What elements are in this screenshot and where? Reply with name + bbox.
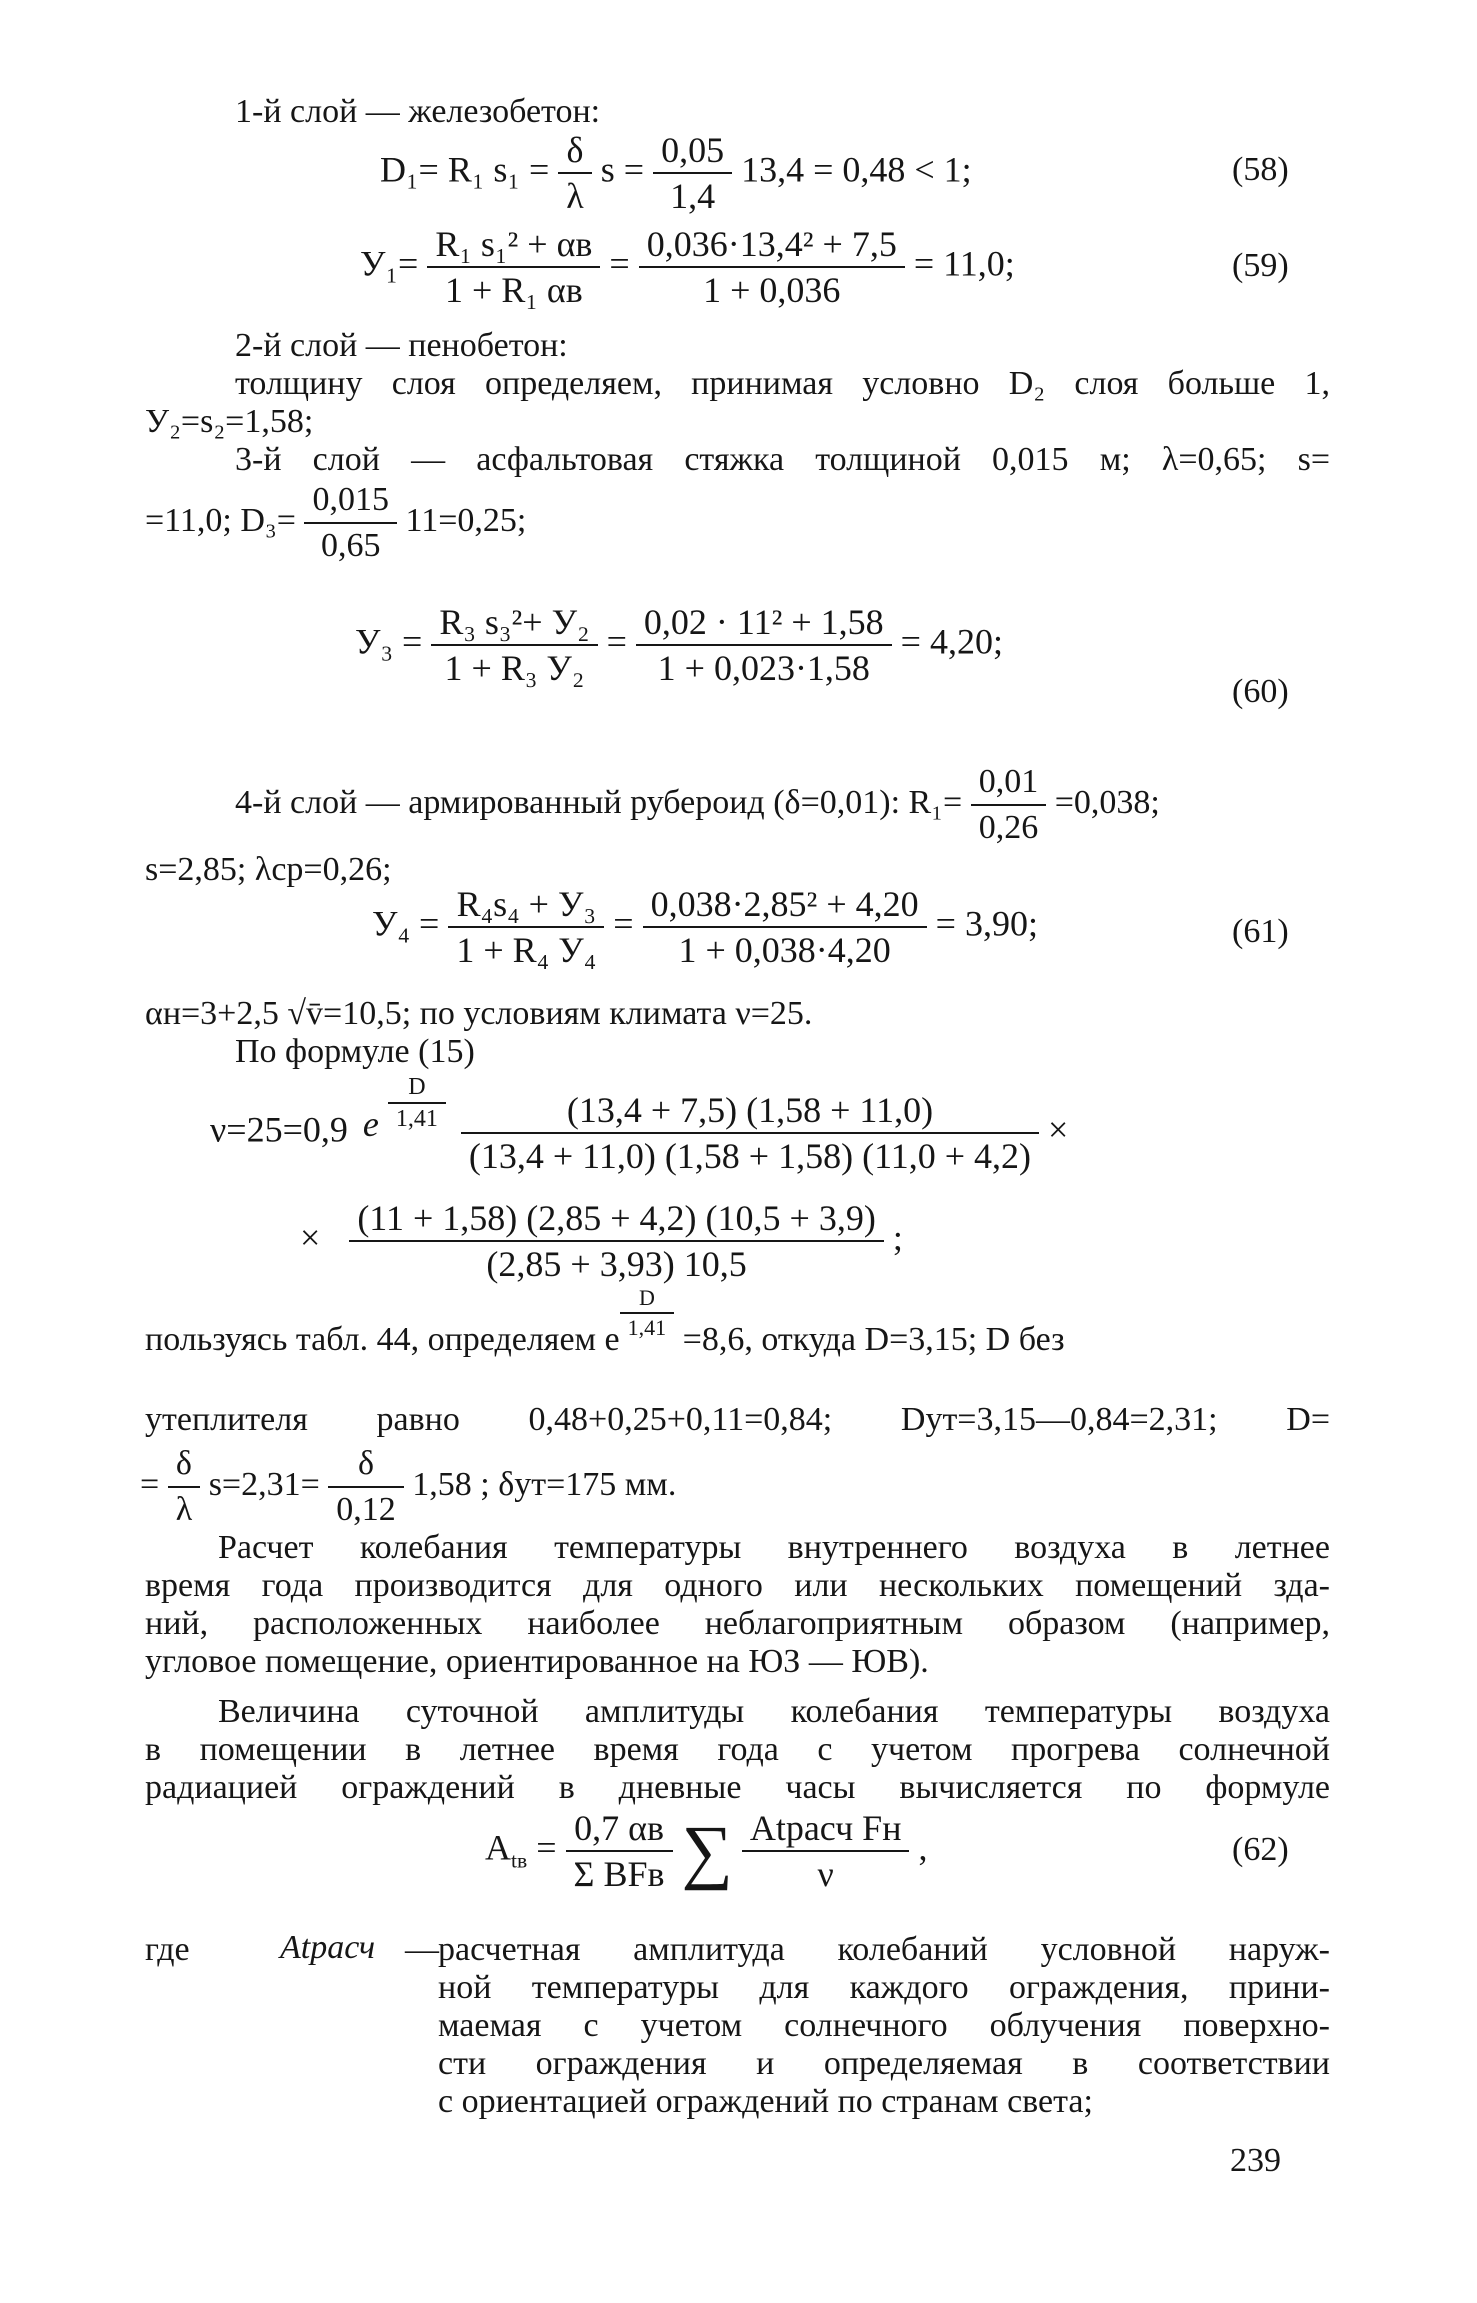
nu-end: ; [892,1217,903,1258]
nu-frac1 [461,1088,1039,1178]
eq62-lhs: A [485,1827,511,1868]
nu-exp-den: 1,41 [395,1106,438,1132]
layer3-lhs: =11,0; D₃= [145,501,296,539]
nu-equation [210,1074,1069,1178]
delta-rhs: 1,58 ; δут=175 мм. [412,1465,677,1503]
eq60-lhs: У₃ = [355,621,423,662]
layer4-f-den: 0,26 [978,809,1039,846]
para1-line-1: Расчет колебания температуры внутреннего воздуха в летнее [218,1529,1330,1566]
eq60-frac1 [431,600,597,690]
nu-times-1: × [1048,1109,1069,1150]
page-number: 239 [1230,2142,1281,2179]
eq62-rhs: , [918,1827,928,1868]
eq58-frac1 [558,128,591,218]
delta-f1-den: λ [175,1491,193,1528]
where-line-2: ной температуры для каждого ограждения, прини- [438,1969,1330,2006]
eq62-frac1 [566,1806,673,1896]
eq62-f1-num: 0,7 αв [566,1806,673,1852]
eq60-frac2 [636,600,892,690]
nu-exp-base: e [362,1104,379,1144]
eq61-lhs: У₄ = [372,903,440,944]
eq62-f2-den: ν [817,1854,834,1894]
where-label: где [145,1931,190,1968]
para2-line-3: радиацией ограждений в дневные часы вычисляется по формуле [145,1769,1330,1806]
layer3-f-den: 0,65 [320,527,381,564]
nu-exp-num: D [388,1072,446,1104]
nu-frac2 [349,1196,884,1286]
layer3-text-1: 3-й слой — асфальтовая стяжка толщиной 0,015 м; λ=0,65; s= [235,441,1330,478]
eq61-f1-num: R₄s₄ + У₃ [448,882,604,928]
where-symbol: Atрасч [280,1929,376,1966]
eq58-frac2 [653,128,732,218]
where-line-1: расчетная амплитуда колебаний условной наруж- [438,1931,1330,1968]
eq58-lhs: D₁= R₁ s₁ = [380,149,550,190]
nu-exponent [362,1074,446,1164]
layer4-rhs: =0,038; [1054,783,1160,821]
eq59-f1-den: 1 + R₁ αв [445,270,583,310]
eq58-f2-den: 1,4 [670,176,716,216]
eq62-number: (62) [1232,1831,1289,1868]
eq61-f2-num: 0,038·2,85² + 4,20 [643,882,927,928]
layer3-frac [304,478,397,568]
formula-ref: По формуле (15) [235,1033,475,1070]
where-dash: — [405,1931,439,1968]
eq59-eq: = [609,243,639,284]
eq61-eq: = [613,903,643,944]
where-line-3: маемая с учетом солнечного облучения поверхно- [438,2007,1330,2044]
eq60-f2-num: 0,02 · 11² + 1,58 [636,600,892,646]
where-line-4: сти ограждения и определяемая в соответствии [438,2045,1330,2082]
para1-line-3: ний, расположенных наиболее неблагоприятным образом (например, [145,1605,1330,1642]
eq61-rhs: = 3,90; [935,903,1038,944]
eq58-f1-den: λ [566,176,584,216]
nu-f-den: (13,4 + 11,0) (1,58 + 1,58) (11,0 + 4,2) [468,1136,1032,1176]
para2-line-2: в помещении в летнее время года с учетом прогрева солнечной [145,1731,1330,1768]
layer4-f-num: 0,01 [971,760,1047,806]
eq59-f1-num: R₁ s₁² + αв [427,222,600,268]
eq60-number: (60) [1232,673,1289,710]
table-exp-num: D [620,1284,675,1314]
para2-line-1: Величина суточной амплитуды колебания температуры воздуха [218,1693,1330,1730]
equation-62 [485,1806,927,1896]
layer4-frac [971,760,1047,850]
sum-icon: ∑ [681,1811,733,1891]
eq58-mid: s = [600,149,645,190]
eq61-frac1 [448,882,604,972]
table-text-2: =8,6, откуда D=3,15; D без [682,1321,1065,1358]
delta-f2-den: 0,12 [336,1491,396,1528]
layer4-text-2: s=2,85; λср=0,26; [145,851,392,888]
para1-line-2: время года производится для одного или нескольких помещений зда- [145,1567,1330,1604]
equation-60 [355,600,1003,690]
nu-times-2: × [300,1217,321,1258]
nu-f2-num: (11 + 1,58) (2,85 + 4,2) (10,5 + 3,9) [349,1196,884,1242]
eq59-f2-den: 1 + 0,036 [703,270,841,310]
eq59-frac1 [427,222,600,312]
eq60-eq: = [606,621,636,662]
layer3-rhs: 11=0,25; [405,501,527,539]
eq58-f1-num: δ [558,128,591,174]
delta-f2-num: δ [328,1442,404,1488]
para1-line-4: угловое помещение, ориентированное на ЮЗ — ЮВ). [145,1643,929,1680]
table-text-1: пользуясь табл. 44, определяем e [145,1321,620,1358]
eq62-eq: = [536,1827,557,1868]
eq60-rhs: = 4,20; [900,621,1003,662]
delta-frac2 [328,1442,404,1532]
nu-f2-den: (2,85 + 3,93) 10,5 [486,1244,747,1284]
layer3-f-num: 0,015 [304,478,397,524]
delta-line [140,1442,676,1532]
nu-exp-frac [388,1072,446,1134]
eq60-f1-den: 1 + R₃ У₂ [444,648,585,688]
delta-frac1 [168,1442,201,1532]
insulation-line: утеплителя равно 0,48+0,25+0,11=0,84; Dут=3,15—0,84=2,31; D= [145,1401,1330,1438]
eq58-f2-num: 0,05 [653,128,732,174]
layer2-heading: 2-й слой — пенобетон: [235,327,568,364]
eq59-frac2 [639,222,905,312]
table-exp-frac [620,1284,675,1342]
delta-f1-num: δ [168,1442,201,1488]
layer1-heading: 1-й слой — железобетон: [235,93,601,130]
layer4-text: 4-й слой — армированный рубероид (δ=0,01): R₁= [235,783,963,821]
nu-lhs: ν=25=0,9 [210,1109,348,1150]
delta-mid: s=2,31= [208,1465,320,1503]
eq62-f1-den: Σ BFв [573,1854,665,1894]
where-line-5: с ориентацией ограждений по странам света; [438,2083,1093,2120]
table-exp-den: 1,41 [627,1315,667,1340]
eq58-rhs: 13,4 = 0,48 < 1; [741,149,972,190]
table-line [145,1285,1065,1376]
eq61-f1-den: 1 + R₄ У₄ [456,930,597,970]
eq61-frac2 [643,882,927,972]
eq62-f2-num: Atрасч Fн [742,1806,910,1852]
nu-equation-cont [300,1196,903,1286]
eq61-number: (61) [1232,913,1289,950]
eq59-number: (59) [1232,247,1289,284]
eq60-f1-num: R₃ s₃²+ У₂ [431,600,597,646]
eq62-lhs-sub: tв [511,1848,528,1873]
layer4-line [235,760,1160,850]
equation-61 [372,882,1038,972]
eq59-f2-num: 0,036·13,4² + 7,5 [639,222,905,268]
layer2-text-2: У₂=s₂=1,58; [145,403,314,440]
eq58-number: (58) [1232,151,1289,188]
eq59-lhs: У₁= [360,243,419,284]
eq60-f2-den: 1 + 0,023·1,58 [657,648,870,688]
eq61-f2-den: 1 + 0,038·4,20 [678,930,891,970]
equation-59 [360,222,1015,312]
delta-lhs: = [140,1465,160,1503]
equation-58 [380,128,972,218]
eq59-rhs: = 11,0; [913,243,1015,284]
layer3-text-2 [145,478,526,568]
alpha-line: αн=3+2,5 √v̄=10,5; по условиям климата ν=25. [145,995,813,1032]
eq62-frac2 [742,1806,910,1896]
layer2-text-1: толщину слоя определяем, принимая условно D₂ слоя больше 1, [235,365,1330,402]
nu-f-num: (13,4 + 7,5) (1,58 + 11,0) [461,1088,1039,1134]
